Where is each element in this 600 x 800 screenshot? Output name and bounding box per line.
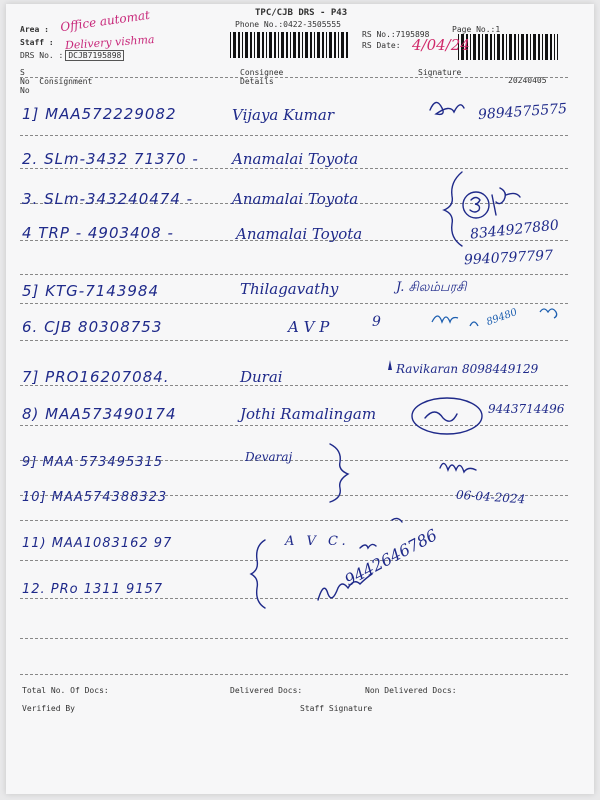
signature-scribble xyxy=(388,360,392,370)
signature-note: J. சிலம்பரசி xyxy=(396,280,467,295)
total-docs-label: Total No. Of Docs: xyxy=(22,686,109,695)
consignment-entry: 3. SLm-343240474 - xyxy=(22,190,194,208)
signature-note: 9894575575 xyxy=(477,100,568,124)
consignee-name: A V C. xyxy=(285,534,350,549)
drs-label: DRS No. : xyxy=(20,51,64,60)
signature-scribble xyxy=(440,463,476,472)
rs-date-label: RS Date: xyxy=(362,41,401,50)
consignee-name: Anamalai Toyota xyxy=(232,190,359,208)
col-signature: Signature xyxy=(418,68,462,77)
consignee-name: Vijaya Kumar xyxy=(232,106,335,124)
consignee-name: Anamalai Toyota xyxy=(236,225,363,243)
consignee-name: Jothi Ramalingam xyxy=(240,405,377,423)
signature-note: 06-04-2024 xyxy=(455,487,526,507)
consignment-entry: 4 TRP - 4903408 - xyxy=(22,224,174,242)
consignment-entry: 6. CJB 80308753 xyxy=(22,318,163,336)
circled-number xyxy=(463,192,489,218)
consignment-entry: 9] MAA 573495315 xyxy=(22,455,164,470)
consignment-entry: 11) MAA1083162 97 xyxy=(22,536,173,551)
signature-note: 8344927880 xyxy=(469,217,560,243)
blue-scribble xyxy=(432,316,478,326)
bracket-brace xyxy=(330,444,348,502)
phone-number: Phone No.:0422-3505555 xyxy=(235,20,341,29)
consignment-entry: 8) MAA573490174 xyxy=(22,405,177,423)
signature-note: Ravikaran 8098449129 xyxy=(396,362,539,376)
page-number: Page No.:1 xyxy=(452,25,501,34)
consignment-entry: 7] PRO16207084. xyxy=(22,368,170,386)
signature-scribble xyxy=(430,102,464,114)
col-consignee: Consignee Details xyxy=(240,68,284,86)
circled-signature xyxy=(412,398,482,434)
consignee-name: Devaraj xyxy=(245,450,293,464)
handwritten-rs-date: 4/04/24 xyxy=(412,36,470,54)
staff-label: Staff : xyxy=(20,38,54,47)
consignee-name: Anamalai Toyota xyxy=(232,150,359,168)
delivered-docs-label: Delivered Docs: xyxy=(230,686,303,695)
rs-number: RS No.:7195898 xyxy=(362,30,430,39)
area-label: Area : xyxy=(20,25,49,34)
consignment-entry: 10] MAA574388323 xyxy=(22,490,168,505)
consignee-name: A V P xyxy=(288,318,330,336)
consignment-entry: 5] KTG-7143984 xyxy=(22,282,160,300)
staff-signature-label: Staff Signature xyxy=(300,704,373,713)
non-delivered-docs-label: Non Delivered Docs: xyxy=(365,686,457,695)
bracket-brace xyxy=(444,172,462,246)
col-consignment: Consignment No xyxy=(20,77,93,95)
drs-value: DCJB7195898 xyxy=(65,50,124,61)
print-date: 20240405 xyxy=(508,76,547,85)
blue-handwritten-note: 89480 xyxy=(485,306,519,329)
signature-note: 9940797797 xyxy=(463,247,554,269)
col-sno: S No xyxy=(20,68,30,86)
consignment-entry: 2. SLm-3432 71370 - xyxy=(22,150,199,168)
sheet-title: TPC/CJB DRS - P43 xyxy=(255,8,348,18)
signature-note: 9 xyxy=(372,314,381,330)
consignment-entry: 1] MAA572229082 xyxy=(22,105,177,123)
handwritten-staff: Delivery vishma xyxy=(64,32,155,53)
bracket-brace xyxy=(251,540,265,608)
signature-note: 9442646786 xyxy=(341,525,441,590)
signature-scribble xyxy=(318,574,372,600)
consignee-name: Durai xyxy=(240,368,283,386)
handwritten-area: Office automat xyxy=(59,7,151,35)
signature-note: 9443714496 xyxy=(488,402,565,416)
verified-by-label: Verified By xyxy=(22,704,75,713)
consignee-name: Thilagavathy xyxy=(240,280,339,298)
consignment-entry: 12. PRo 1311 9157 xyxy=(22,582,164,597)
